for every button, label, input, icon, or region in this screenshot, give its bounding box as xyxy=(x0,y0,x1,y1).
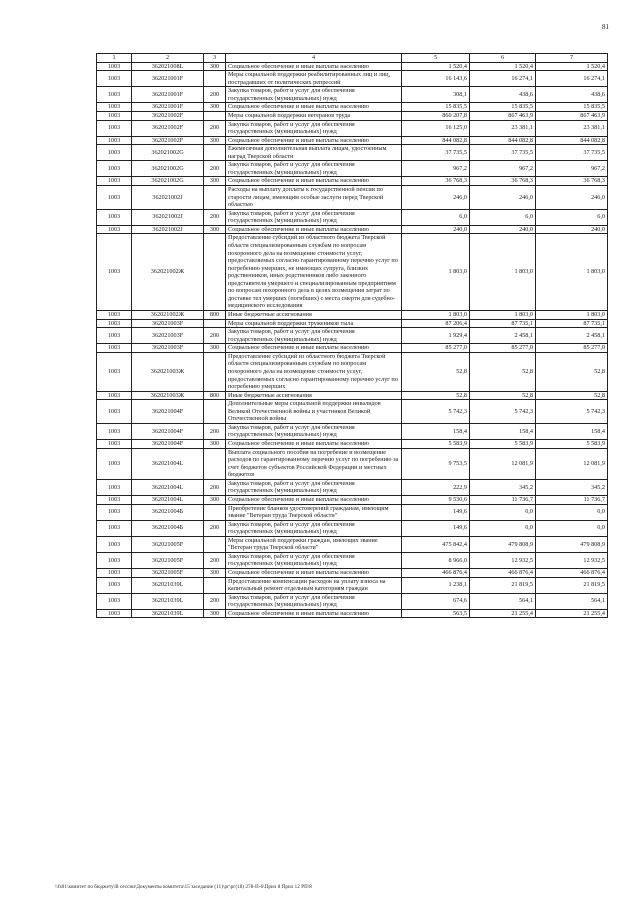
target-article-cell: 362021002J xyxy=(132,209,204,225)
table-row xyxy=(97,344,608,353)
expense-type-cell: 200 xyxy=(204,552,226,568)
amount-col7-cell: 12 932,5 xyxy=(536,552,608,568)
amount-col6-cell: 21 819,5 xyxy=(470,577,536,593)
description-cell: Закупка товаров, работ и услуг для обеспечения государственных (муниципальных) нужд xyxy=(226,328,402,344)
table-row xyxy=(97,161,608,177)
amount-col6-cell: 2 458,1 xyxy=(470,328,536,344)
table-row xyxy=(97,536,608,552)
description-cell: Приобретение бланков удостоверений гражданам, имеющим звание "Ветеран труда Тверской области" xyxy=(226,504,402,520)
amount-col5-cell: 16 125,0 xyxy=(402,120,470,136)
amount-col7-cell: 0,0 xyxy=(536,504,608,520)
table-row xyxy=(97,440,608,449)
table-row xyxy=(97,448,608,479)
section-code-cell: 1003 xyxy=(97,440,132,449)
amount-col5-cell: 8 966,0 xyxy=(402,552,470,568)
amount-col5-cell: 5 742,3 xyxy=(402,400,470,424)
target-article-cell: 362021002J xyxy=(132,225,204,234)
section-code-cell: 1003 xyxy=(97,593,132,609)
section-code-cell: 1003 xyxy=(97,311,132,320)
table-row xyxy=(97,311,608,320)
amount-col7-cell: 240,0 xyxy=(536,225,608,234)
amount-col7-cell: 438,6 xyxy=(536,87,608,103)
target-article-cell: 362021004Б xyxy=(132,504,204,520)
amount-col5-cell: 308,1 xyxy=(402,87,470,103)
amount-col5-cell: 967,2 xyxy=(402,161,470,177)
table-row xyxy=(97,209,608,225)
description-cell: Ежемесячная дополнительная выплата лицам, удостоенным наград Тверской области xyxy=(226,145,402,161)
section-code-cell: 1003 xyxy=(97,186,132,210)
expense-type-cell: 200 xyxy=(204,423,226,439)
amount-col6-cell: 15 835,5 xyxy=(470,103,536,112)
header-cell: 2 xyxy=(132,54,204,63)
amount-col5-cell: 9 753,5 xyxy=(402,448,470,479)
section-code-cell: 1003 xyxy=(97,569,132,578)
table-row xyxy=(97,593,608,609)
amount-col6-cell: 16 274,1 xyxy=(470,71,536,87)
header-cell: 7 xyxy=(536,54,608,63)
expense-type-cell: 800 xyxy=(204,311,226,320)
header-cell: 1 xyxy=(97,54,132,63)
description-cell: Закупка товаров, работ и услуг для обеспечения государственных (муниципальных) нужд xyxy=(226,552,402,568)
header-cell: 4 xyxy=(226,54,402,63)
expense-type-cell: 300 xyxy=(204,136,226,145)
amount-col7-cell: 479 808,9 xyxy=(536,536,608,552)
expense-type-cell: 300 xyxy=(204,440,226,449)
table-row xyxy=(97,62,608,71)
amount-col5-cell: 240,0 xyxy=(402,225,470,234)
amount-col7-cell: 16 274,1 xyxy=(536,71,608,87)
amount-col7-cell: 158,4 xyxy=(536,423,608,439)
table-row xyxy=(97,103,608,112)
description-cell: Иные бюджетные ассигнования xyxy=(226,391,402,400)
target-article-cell: 362021002G xyxy=(132,145,204,161)
amount-col7-cell: 6,0 xyxy=(536,209,608,225)
expense-type-cell xyxy=(204,71,226,87)
amount-col6-cell: 23 381,1 xyxy=(470,120,536,136)
section-code-cell: 1003 xyxy=(97,136,132,145)
amount-col5-cell: 15 835,5 xyxy=(402,103,470,112)
amount-col6-cell: 1 803,0 xyxy=(470,311,536,320)
section-code-cell: 1003 xyxy=(97,161,132,177)
amount-col7-cell: 0,0 xyxy=(536,520,608,536)
amount-col6-cell: 85 277,0 xyxy=(470,344,536,353)
section-code-cell: 1003 xyxy=(97,71,132,87)
page-number: 81 xyxy=(602,23,609,31)
target-article-cell: 362021001F xyxy=(132,103,204,112)
amount-col5-cell: 36 768,3 xyxy=(402,177,470,186)
expense-type-cell xyxy=(204,186,226,210)
table-row xyxy=(97,111,608,120)
amount-col6-cell: 5 583,9 xyxy=(470,440,536,449)
amount-col5-cell: 6,0 xyxy=(402,209,470,225)
section-code-cell: 1003 xyxy=(97,120,132,136)
table-row xyxy=(97,136,608,145)
amount-col6-cell: 0,0 xyxy=(470,504,536,520)
amount-col7-cell: 867 463,9 xyxy=(536,111,608,120)
expense-type-cell xyxy=(204,448,226,479)
section-code-cell: 1003 xyxy=(97,400,132,424)
expense-type-cell: 300 xyxy=(204,225,226,234)
target-article-cell: 362021003F xyxy=(132,344,204,353)
expense-type-cell: 300 xyxy=(204,609,226,618)
description-cell: Социальное обеспечение и иные выплаты населению xyxy=(226,225,402,234)
amount-col5-cell: 466 876,4 xyxy=(402,569,470,578)
amount-col5-cell: 674,6 xyxy=(402,593,470,609)
amount-col7-cell: 52,8 xyxy=(536,391,608,400)
description-cell: Социальное обеспечение и иные выплаты населению xyxy=(226,569,402,578)
table-row xyxy=(97,319,608,328)
amount-col7-cell: 11 736,7 xyxy=(536,495,608,504)
target-article-cell: 362021004Б xyxy=(132,520,204,536)
target-article-cell: 362021002F xyxy=(132,120,204,136)
target-article-cell: 362021004F xyxy=(132,423,204,439)
amount-col6-cell: 844 082,8 xyxy=(470,136,536,145)
expense-type-cell xyxy=(204,504,226,520)
expense-type-cell: 200 xyxy=(204,120,226,136)
section-code-cell: 1003 xyxy=(97,423,132,439)
description-cell: Иные бюджетные ассигнования xyxy=(226,311,402,320)
amount-col6-cell: 87 735,1 xyxy=(470,319,536,328)
section-code-cell: 1003 xyxy=(97,344,132,353)
amount-col5-cell: 16 143,6 xyxy=(402,71,470,87)
expense-type-cell: 300 xyxy=(204,62,226,71)
target-article-cell: 362021002G xyxy=(132,177,204,186)
amount-col6-cell: 466 876,4 xyxy=(470,569,536,578)
header-cell: 6 xyxy=(470,54,536,63)
section-code-cell: 1003 xyxy=(97,448,132,479)
target-article-cell: 362021004L xyxy=(132,479,204,495)
amount-col7-cell: 844 082,8 xyxy=(536,136,608,145)
amount-col6-cell: 246,0 xyxy=(470,186,536,210)
target-article-cell: 362021002Ж xyxy=(132,234,204,311)
target-article-cell: 362021003Ж xyxy=(132,391,204,400)
amount-col5-cell: 1 803,0 xyxy=(402,234,470,311)
section-code-cell: 1003 xyxy=(97,352,132,391)
expense-type-cell: 300 xyxy=(204,495,226,504)
description-cell: Закупка товаров, работ и услуг для обеспечения государственных (муниципальных) нужд xyxy=(226,161,402,177)
section-code-cell: 1003 xyxy=(97,177,132,186)
expense-type-cell: 200 xyxy=(204,479,226,495)
description-cell: Предоставление субсидий из областного бюджета Тверской области специализированным службам по вопросам похоронного дела на возмещение стоимости услуг, предоставляемых согласно гарантированному перечню услуг по погребению умерших xyxy=(226,352,402,391)
target-article-cell: 362021002F xyxy=(132,111,204,120)
amount-col7-cell: 1 520,4 xyxy=(536,62,608,71)
amount-col5-cell: 37 735,5 xyxy=(402,145,470,161)
section-code-cell: 1003 xyxy=(97,479,132,495)
section-code-cell: 1003 xyxy=(97,609,132,618)
amount-col5-cell: 860 207,8 xyxy=(402,111,470,120)
description-cell: Закупка товаров, работ и услуг для обеспечения государственных (муниципальных) нужд xyxy=(226,520,402,536)
table-row xyxy=(97,504,608,520)
table-row xyxy=(97,352,608,391)
table-row xyxy=(97,177,608,186)
section-code-cell: 1003 xyxy=(97,62,132,71)
amount-col5-cell: 52,8 xyxy=(402,352,470,391)
expense-type-cell: 200 xyxy=(204,328,226,344)
amount-col5-cell: 85 277,0 xyxy=(402,344,470,353)
target-article-cell: 362021003F xyxy=(132,328,204,344)
amount-col6-cell: 52,8 xyxy=(470,391,536,400)
expense-type-cell: 200 xyxy=(204,161,226,177)
expense-type-cell xyxy=(204,111,226,120)
amount-col5-cell: 1 520,4 xyxy=(402,62,470,71)
amount-col7-cell: 23 381,1 xyxy=(536,120,608,136)
expense-type-cell xyxy=(204,234,226,311)
expense-type-cell xyxy=(204,145,226,161)
table-row xyxy=(97,186,608,210)
table-header-row xyxy=(97,54,608,63)
amount-col7-cell: 52,8 xyxy=(536,352,608,391)
section-code-cell: 1003 xyxy=(97,391,132,400)
amount-col7-cell: 5 742,3 xyxy=(536,400,608,424)
section-code-cell: 1003 xyxy=(97,87,132,103)
amount-col6-cell: 21 255,4 xyxy=(470,609,536,618)
amount-col6-cell: 240,0 xyxy=(470,225,536,234)
amount-col7-cell: 12 081,9 xyxy=(536,448,608,479)
amount-col7-cell: 87 735,1 xyxy=(536,319,608,328)
amount-col5-cell: 149,6 xyxy=(402,504,470,520)
table-row xyxy=(97,569,608,578)
target-article-cell: 362021039L xyxy=(132,609,204,618)
description-cell: Меры социальной поддержки граждан, имеющих звание "Ветеран труда Тверской области" xyxy=(226,536,402,552)
expense-type-cell xyxy=(204,319,226,328)
amount-col7-cell: 85 277,0 xyxy=(536,344,608,353)
target-article-cell: 362021039L xyxy=(132,577,204,593)
section-code-cell: 1003 xyxy=(97,536,132,552)
budget-table xyxy=(96,53,608,618)
table-row xyxy=(97,71,608,87)
target-article-cell: 362021003F xyxy=(132,319,204,328)
amount-col5-cell: 475 842,4 xyxy=(402,536,470,552)
amount-col6-cell: 52,8 xyxy=(470,352,536,391)
table-row xyxy=(97,423,608,439)
amount-col6-cell: 0,0 xyxy=(470,520,536,536)
expense-type-cell xyxy=(204,352,226,391)
amount-col6-cell: 1 520,4 xyxy=(470,62,536,71)
expense-type-cell: 800 xyxy=(204,391,226,400)
section-code-cell: 1003 xyxy=(97,504,132,520)
amount-col6-cell: 5 742,3 xyxy=(470,400,536,424)
section-code-cell: 1003 xyxy=(97,495,132,504)
section-code-cell: 1003 xyxy=(97,577,132,593)
description-cell: Социальное обеспечение и иные выплаты населению xyxy=(226,609,402,618)
description-cell: Закупка товаров, работ и услуг для обеспечения государственных (муниципальных) нужд xyxy=(226,479,402,495)
table-row xyxy=(97,609,608,618)
amount-col7-cell: 5 583,9 xyxy=(536,440,608,449)
table-row xyxy=(97,391,608,400)
table-row xyxy=(97,328,608,344)
expense-type-cell: 200 xyxy=(204,87,226,103)
description-cell: Социальное обеспечение и иные выплаты населению xyxy=(226,136,402,145)
amount-col5-cell: 52,8 xyxy=(402,391,470,400)
description-cell: Социальное обеспечение и иные выплаты населению xyxy=(226,177,402,186)
description-cell: Закупка товаров, работ и услуг для обеспечения государственных (муниципальных) нужд xyxy=(226,593,402,609)
amount-col7-cell: 2 458,1 xyxy=(536,328,608,344)
expense-type-cell: 300 xyxy=(204,569,226,578)
target-article-cell: 362021008L xyxy=(132,62,204,71)
table-row xyxy=(97,145,608,161)
expense-type-cell: 300 xyxy=(204,103,226,112)
amount-col5-cell: 87 206,4 xyxy=(402,319,470,328)
description-cell: Социальное обеспечение и иные выплаты населению xyxy=(226,440,402,449)
target-article-cell: 362021002Ж xyxy=(132,311,204,320)
description-cell: Меры социальной поддержки реабилитированных лиц и лиц, пострадавших от политических репрессий xyxy=(226,71,402,87)
section-code-cell: 1003 xyxy=(97,328,132,344)
target-article-cell: 362021004L xyxy=(132,495,204,504)
section-code-cell: 1003 xyxy=(97,520,132,536)
table-row xyxy=(97,87,608,103)
target-article-cell: 362021004L xyxy=(132,448,204,479)
section-code-cell: 1003 xyxy=(97,234,132,311)
amount-col6-cell: 1 803,0 xyxy=(470,234,536,311)
amount-col7-cell: 37 735,5 xyxy=(536,145,608,161)
description-cell: Закупка товаров, работ и услуг для обеспечения государственных (муниципальных) нужд xyxy=(226,423,402,439)
amount-col6-cell: 37 735,5 xyxy=(470,145,536,161)
target-article-cell: 362021001F xyxy=(132,87,204,103)
target-article-cell: 362021005F xyxy=(132,569,204,578)
description-cell: Меры социальной поддержки тружеников тыла xyxy=(226,319,402,328)
section-code-cell: 1003 xyxy=(97,225,132,234)
section-code-cell: 1003 xyxy=(97,319,132,328)
section-code-cell: 1003 xyxy=(97,103,132,112)
target-article-cell: 362021005F xyxy=(132,536,204,552)
amount-col5-cell: 1 929,4 xyxy=(402,328,470,344)
amount-col7-cell: 967,2 xyxy=(536,161,608,177)
target-article-cell: 362021004F xyxy=(132,440,204,449)
description-cell: Дополнительные меры социальной поддержки инвалидов Великой Отечественной войны и участников Великой Отечественной войны xyxy=(226,400,402,424)
amount-col7-cell: 36 768,3 xyxy=(536,177,608,186)
amount-col6-cell: 6,0 xyxy=(470,209,536,225)
description-cell: Закупка товаров, работ и услуг для обеспечения государственных (муниципальных) нужд xyxy=(226,120,402,136)
amount-col5-cell: 1 803,0 xyxy=(402,311,470,320)
table-row xyxy=(97,520,608,536)
target-article-cell: 362021002J xyxy=(132,186,204,210)
description-cell: Закупка товаров, работ и услуг для обеспечения государственных (муниципальных) нужд xyxy=(226,209,402,225)
amount-col5-cell: 9 530,6 xyxy=(402,495,470,504)
target-article-cell: 362021001F xyxy=(132,71,204,87)
amount-col7-cell: 345,2 xyxy=(536,479,608,495)
description-cell: Расходы на выплату доплаты к государственной пенсии по старости лицам, имеющим особые заслуги перед Тверской областью xyxy=(226,186,402,210)
expense-type-cell xyxy=(204,400,226,424)
expense-type-cell xyxy=(204,577,226,593)
target-article-cell: 362021039L xyxy=(132,593,204,609)
amount-col6-cell: 12 932,5 xyxy=(470,552,536,568)
amount-col7-cell: 1 803,0 xyxy=(536,311,608,320)
table-row xyxy=(97,479,608,495)
expense-type-cell: 300 xyxy=(204,344,226,353)
amount-col5-cell: 158,4 xyxy=(402,423,470,439)
amount-col6-cell: 11 736,7 xyxy=(470,495,536,504)
amount-col6-cell: 12 081,9 xyxy=(470,448,536,479)
amount-col7-cell: 466 876,4 xyxy=(536,569,608,578)
section-code-cell: 1003 xyxy=(97,111,132,120)
footer-file-path: \\fs01\комитет по бюджету\В сессии\Документы комитета\15 заседание (11)\рг\рг(18) 278-П-6\Прил 8 Прил 12 РП\8 xyxy=(55,885,312,890)
amount-col7-cell: 564,1 xyxy=(536,593,608,609)
amount-col6-cell: 967,2 xyxy=(470,161,536,177)
table-row xyxy=(97,120,608,136)
description-cell: Социальное обеспечение и иные выплаты населению xyxy=(226,344,402,353)
expense-type-cell: 300 xyxy=(204,177,226,186)
amount-col7-cell: 21 255,4 xyxy=(536,609,608,618)
amount-col6-cell: 345,2 xyxy=(470,479,536,495)
header-cell: 5 xyxy=(402,54,470,63)
description-cell: Выплата социального пособия на погребение и возмещение расходов по гарантированному перечню услуг по погребению за счет бюджетов субъектов Российской Федерации и местных бюджетов xyxy=(226,448,402,479)
description-cell: Предоставление субсидий из областного бюджета Тверской области специализированным службам по вопросам похоронного дела на возмещение стоимости услуг, предоставляемых согласно гарантированному перечню услуг по погребению умерших, не имеющих супруга, близких родственников, иных родственников либо законного представителя умершего и специализированным предприятиям по вопросам похоронного дела в целях возмещения затрат по доставке тел умерших (погибших) с места смерти для судебно-медицинского исследования xyxy=(226,234,402,311)
amount-col5-cell: 563,5 xyxy=(402,609,470,618)
amount-col5-cell: 5 583,9 xyxy=(402,440,470,449)
table-row xyxy=(97,234,608,311)
amount-col6-cell: 438,6 xyxy=(470,87,536,103)
target-article-cell: 362021002G xyxy=(132,161,204,177)
amount-col5-cell: 149,6 xyxy=(402,520,470,536)
expense-type-cell: 200 xyxy=(204,593,226,609)
expense-type-cell xyxy=(204,536,226,552)
description-cell: Закупка товаров, работ и услуг для обеспечения государственных (муниципальных) нужд xyxy=(226,87,402,103)
description-cell: Социальное обеспечение и иные выплаты населению xyxy=(226,103,402,112)
table-row xyxy=(97,495,608,504)
amount-col7-cell: 21 819,5 xyxy=(536,577,608,593)
amount-col5-cell: 246,0 xyxy=(402,186,470,210)
amount-col6-cell: 158,4 xyxy=(470,423,536,439)
description-cell: Предоставление компенсации расходов на уплату взноса на капитальный ремонт отдельным категориям граждан xyxy=(226,577,402,593)
section-code-cell: 1003 xyxy=(97,145,132,161)
target-article-cell: 362021002F xyxy=(132,136,204,145)
table-row xyxy=(97,400,608,424)
expense-type-cell: 200 xyxy=(204,209,226,225)
amount-col7-cell: 1 803,0 xyxy=(536,234,608,311)
amount-col5-cell: 1 238,1 xyxy=(402,577,470,593)
amount-col6-cell: 36 768,3 xyxy=(470,177,536,186)
header-cell: 3 xyxy=(204,54,226,63)
description-cell: Социальное обеспечение и иные выплаты населению xyxy=(226,495,402,504)
amount-col7-cell: 246,0 xyxy=(536,186,608,210)
section-code-cell: 1003 xyxy=(97,552,132,568)
section-code-cell: 1003 xyxy=(97,209,132,225)
amount-col6-cell: 564,1 xyxy=(470,593,536,609)
target-article-cell: 362021005F xyxy=(132,552,204,568)
amount-col6-cell: 479 808,9 xyxy=(470,536,536,552)
amount-col6-cell: 867 463,9 xyxy=(470,111,536,120)
expense-type-cell: 200 xyxy=(204,520,226,536)
description-cell: Социальное обеспечение и иные выплаты населению xyxy=(226,62,402,71)
amount-col7-cell: 15 835,5 xyxy=(536,103,608,112)
target-article-cell: 362021003Ж xyxy=(132,352,204,391)
table-row xyxy=(97,225,608,234)
table-row xyxy=(97,552,608,568)
description-cell: Меры социальной поддержки ветеранов труда xyxy=(226,111,402,120)
amount-col5-cell: 222,9 xyxy=(402,479,470,495)
table-row xyxy=(97,577,608,593)
target-article-cell: 362021004F xyxy=(132,400,204,424)
amount-col5-cell: 844 082,8 xyxy=(402,136,470,145)
